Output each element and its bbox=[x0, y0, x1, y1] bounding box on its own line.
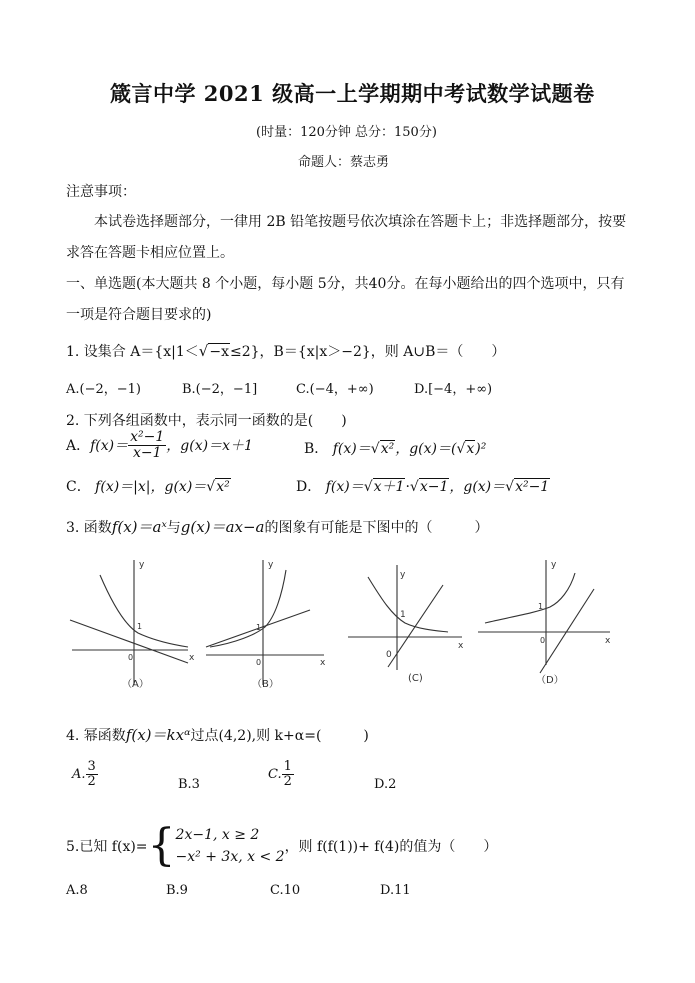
linear-line bbox=[540, 589, 594, 673]
q2-option-d: D． f(x)＝√x＋1·√x−1，g(x)＝√x²−1 bbox=[296, 479, 550, 495]
y-label: y bbox=[139, 560, 145, 570]
q3-graphs bbox=[60, 555, 630, 695]
x-label: x bbox=[320, 658, 326, 668]
q1-radicand: −x bbox=[209, 344, 229, 360]
exponential-curve bbox=[368, 577, 448, 632]
sqrt-sign: √ bbox=[198, 342, 209, 360]
sqrt-sign: √ bbox=[206, 479, 216, 495]
exponential-curve bbox=[485, 573, 575, 623]
y-label: y bbox=[268, 560, 274, 570]
one-label: 1 bbox=[256, 623, 262, 632]
origin-label: 0 bbox=[540, 636, 546, 645]
q1-option-c: C.(−4，+∞) bbox=[296, 382, 374, 397]
fraction: $\frac{1}{2}$ bbox=[283, 759, 292, 789]
one-label: 1 bbox=[137, 622, 143, 631]
origin-label: 0 bbox=[128, 653, 134, 662]
section-heading-line-2: 一项是符合题目要求的) bbox=[66, 307, 212, 323]
q2-option-b: B． f(x)＝√x²，g(x)＝(√x)² bbox=[304, 441, 487, 457]
sqrt-sign: √ bbox=[505, 479, 515, 495]
section-heading-line-1: 一、单选题(本大题共 8 个小题，每小题 5分，共40分。在每小题给出的四个选项中，只有 bbox=[66, 276, 625, 292]
linear-line bbox=[388, 585, 443, 667]
q5-option-d: D.11 bbox=[380, 883, 411, 898]
origin-label: 0 bbox=[256, 658, 262, 667]
q4-option-d: D.2 bbox=[374, 777, 397, 792]
graph-c bbox=[348, 565, 464, 684]
notice-line-1: 本试卷选择题部分，一律用 2B 铅笔按题号依次填涂在答题卡上；非选择题部分，按要 bbox=[94, 214, 627, 230]
piecewise-cases: 2x−1, x ≥ 2 −x² + 3x, x < 2 bbox=[175, 827, 285, 866]
q2-option-c: C． f(x)＝|x|，g(x)＝√x² bbox=[66, 479, 230, 495]
fraction: $\frac{3}{2}$ bbox=[87, 759, 96, 789]
one-label: 1 bbox=[538, 602, 544, 611]
page-title: 箴言中学 2021 级高一上学期期中考试数学试题卷 bbox=[110, 81, 595, 106]
x-label: x bbox=[189, 653, 195, 663]
x-label: x bbox=[458, 641, 464, 651]
question-5-stem: 5.已知 f(x)= { 2x−1, x ≥ 2 −x² + 3x, x < 2 ，则 f(f(1))+ f(4)的值为（ ） bbox=[66, 820, 498, 872]
graph-a bbox=[70, 560, 195, 690]
q5-option-a: A.8 bbox=[66, 883, 88, 898]
q2-option-a: A． f(x)＝ $\frac{\text{x²−1}}{x-1}$ ，g(x)＝x＋1 bbox=[66, 429, 253, 461]
q4-option-a: A. $\frac{3}{2}$ bbox=[72, 759, 96, 789]
q5-option-b: B.9 bbox=[166, 883, 188, 898]
sqrt-sign: √ bbox=[456, 441, 466, 457]
sqrt-sign: √ bbox=[363, 479, 373, 495]
graph-caption: （A） bbox=[122, 679, 149, 690]
sqrt-sign: √ bbox=[409, 479, 419, 495]
x-label: x bbox=[605, 636, 611, 646]
sqrt-sign: √ bbox=[370, 441, 380, 457]
q1-option-b: B.(−2，−1] bbox=[182, 382, 258, 397]
exam-meta: (时量：120分钟 总分：150分) bbox=[256, 125, 437, 140]
question-3-stem: 3. 函数f(x)＝aˣ与g(x)＝ax−a的图象有可能是下图中的（ ） bbox=[66, 518, 489, 536]
question-4-stem: 4. 幂函数f(x)＝kxᵅ过点(4,2),则 k+α=( ) bbox=[66, 726, 369, 744]
q1-option-a: A.(−2，−1) bbox=[66, 382, 141, 397]
question-1-stem: 1. 设集合 A＝{x|1＜√−x≤2}，B＝{x|x＞−2}，则 A∪B＝（ ） bbox=[66, 342, 506, 360]
exam-author: 命题人：蔡志勇 bbox=[298, 155, 390, 170]
one-label: 1 bbox=[400, 610, 406, 620]
graph-caption: （B） bbox=[252, 679, 279, 690]
left-brace: { bbox=[147, 820, 176, 872]
question-2-stem: 2. 下列各组函数中，表示同一函数的是( ) bbox=[66, 413, 347, 429]
q5-option-c: C.10 bbox=[270, 883, 301, 898]
graph-d bbox=[478, 560, 611, 686]
q4-option-c: C. $\frac{1}{2}$ bbox=[268, 759, 292, 789]
graph-caption: (C) bbox=[408, 673, 423, 684]
notice-line-2: 求答在答题卡相应位置上。 bbox=[66, 245, 234, 261]
origin-label: 0 bbox=[386, 650, 392, 660]
exponential-curve bbox=[210, 570, 286, 647]
notice-heading: 注意事项： bbox=[66, 184, 136, 200]
fraction: $\frac{\text{x²−1}}{x-1}$ bbox=[130, 429, 165, 461]
y-label: y bbox=[400, 570, 406, 580]
q1-option-d: D.[−4，+∞) bbox=[414, 382, 493, 397]
graph-caption: （D） bbox=[536, 675, 564, 686]
y-label: y bbox=[551, 560, 557, 570]
q4-option-b: B.3 bbox=[178, 777, 200, 792]
graph-b bbox=[206, 560, 326, 690]
